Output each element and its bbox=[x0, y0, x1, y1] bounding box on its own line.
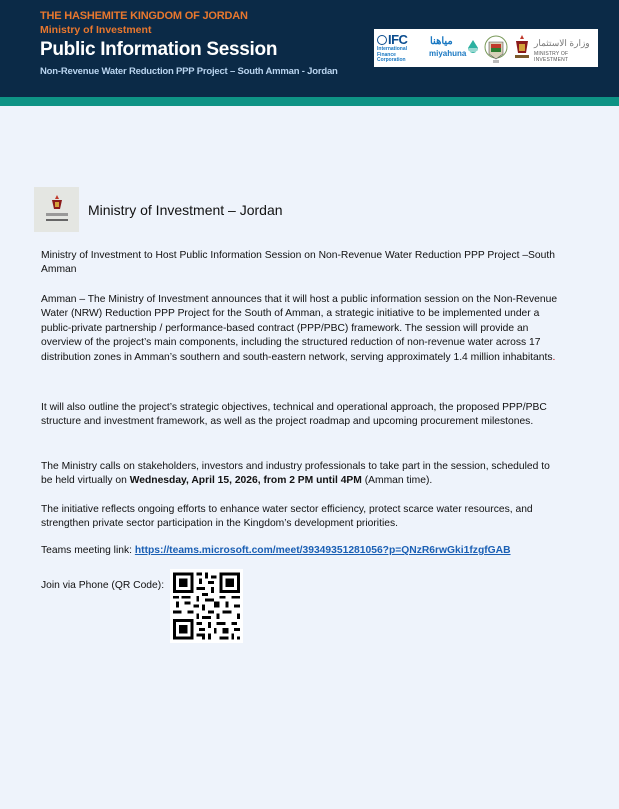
ministry-logo bbox=[512, 30, 596, 66]
ifc-line1: International bbox=[377, 46, 408, 52]
ministry-logo-arabic: وزارة الاستثمار bbox=[534, 38, 590, 48]
miyahuna-english: miyahuna bbox=[429, 49, 467, 58]
article-paragraph-outline: It will also outline the project’s strategic objectives, technical and operational approach, the proposed PPP/PBC structure and investment framework, as well as the project roadmap and upcoming procurement milestones. bbox=[41, 402, 547, 428]
org-card bbox=[34, 187, 283, 232]
accent-band bbox=[0, 97, 619, 106]
emblem-icon bbox=[483, 32, 509, 64]
crest-icon bbox=[514, 35, 530, 61]
schedule-pre: The Ministry calls on stakeholders, investors and industry professionals to take part in the session, scheduled to be held virtually on bbox=[41, 461, 550, 487]
teams-meeting-link[interactable]: https://teams.microsoft.com/meet/39349351281056?p=QNzR6rwGki1fzgfGAB bbox=[134, 545, 511, 556]
ifc-mark: IFC bbox=[388, 32, 408, 47]
kingdom-label: THE HASHEMITE KINGDOM OF JORDAN bbox=[40, 10, 248, 22]
miyahuna-arabic: مياهنا bbox=[430, 36, 453, 47]
article-paragraph-schedule bbox=[41, 460, 561, 489]
page-subtitle: Non-Revenue Water Reduction PPP Project – South Amman - Jordan bbox=[40, 66, 338, 77]
article-paragraph-intro bbox=[41, 293, 561, 365]
intro-text: Amman – The Ministry of Investment announces that it will host a public information session on the Non-Revenue Water (NRW) Reduction PPP Project for the South of Amman, a strategic initiative to be implemented under a public-private partnership / performance-based contract (PPP/PBC) framework. The session will provide an overview of the project’s main components, including the structured reduction of non-revenue water across 17 distribution zones in Amman’s southern and south-eastern network, serving approximately 1.4 million inhabitants bbox=[41, 294, 558, 363]
qr-code[interactable] bbox=[170, 569, 243, 643]
seal-logo bbox=[480, 30, 512, 66]
schedule-post: (Amman time). bbox=[361, 475, 433, 487]
page-title: Public Information Session bbox=[40, 39, 278, 60]
ministry-logo-english: MINISTRY OF INVESTMENT bbox=[534, 51, 569, 63]
miyahuna-logo bbox=[426, 30, 480, 66]
ministry-crest-icon bbox=[42, 193, 72, 227]
org-avatar bbox=[34, 187, 79, 232]
globe-icon bbox=[377, 35, 387, 45]
teams-link-row bbox=[41, 544, 561, 558]
ifc-line3: Corporation bbox=[377, 57, 406, 63]
teams-link-label: Teams meeting link: bbox=[41, 545, 135, 556]
ifc-logo bbox=[376, 30, 426, 66]
ministry-label: Ministry of Investment bbox=[40, 24, 152, 36]
org-name: Ministry of Investment – Jordan bbox=[88, 201, 283, 218]
qr-code-icon bbox=[170, 569, 243, 643]
partner-logos bbox=[374, 29, 598, 67]
session-datetime: Wednesday, April 15, 2026, from 2 PM until 4PM bbox=[129, 475, 362, 487]
phone-join-label: Join via Phone (QR Code): bbox=[41, 580, 165, 591]
article-paragraph-initiative: The initiative reflects ongoing efforts to enhance water sector efficiency, protect scarce water resources, and strengthen private sector participation in the Kingdom’s development priorities. bbox=[41, 504, 533, 530]
ifc-line2: Finance bbox=[377, 51, 396, 58]
intro-end: . bbox=[552, 351, 556, 363]
water-drop-icon bbox=[467, 40, 479, 54]
article-headline: Ministry of Investment to Host Public Information Session on Non-Revenue Water Reduction PPP Project –South Amman bbox=[41, 250, 555, 276]
